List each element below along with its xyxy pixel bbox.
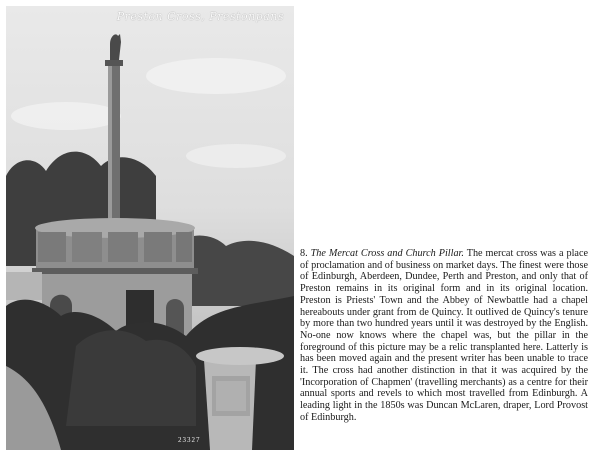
photo-caption: Preston Cross, Prestonpans [116, 10, 284, 23]
caption-title: The Mercat Cross and Church Pillar. [310, 248, 464, 259]
caption-body: The mercat cross was a place of proclamation and of business on market days. The finest were those of Edinburgh, Aberdeen, Dundee, Perth and Preston, and only that of Preston remains in its original form and in its original location. Preston is Priests' Town and the Abbey of Newbattle had a chapel hereabouts under grant from de Quincy. It outlived de Quincy's tenure by more than two hundred years until it was destroyed by the English. No-one now knows where the chapel was, but the pillar in the foreground of this picture may be a relic transplanted here. Latterly is has been moved again and the present writer has been unable to trace it. The cross had another distinction in that it was acquired by the 'Incorporation of Chapmen' (travelling merchants) as a centre for their annual sports and revels to which most travelled from Edinburgh. A leading light in the 1850s was Duncan McLaren, draper, Lord Provost of Edinburgh. [300, 248, 588, 423]
figure-caption [300, 248, 588, 424]
caption-number: 8. [300, 248, 308, 259]
photograph [6, 6, 294, 450]
preston-cross-illustration [6, 6, 294, 450]
photo-number: 23327 [178, 436, 201, 444]
unicorn-finial [110, 34, 121, 60]
stone-wall [6, 272, 42, 300]
